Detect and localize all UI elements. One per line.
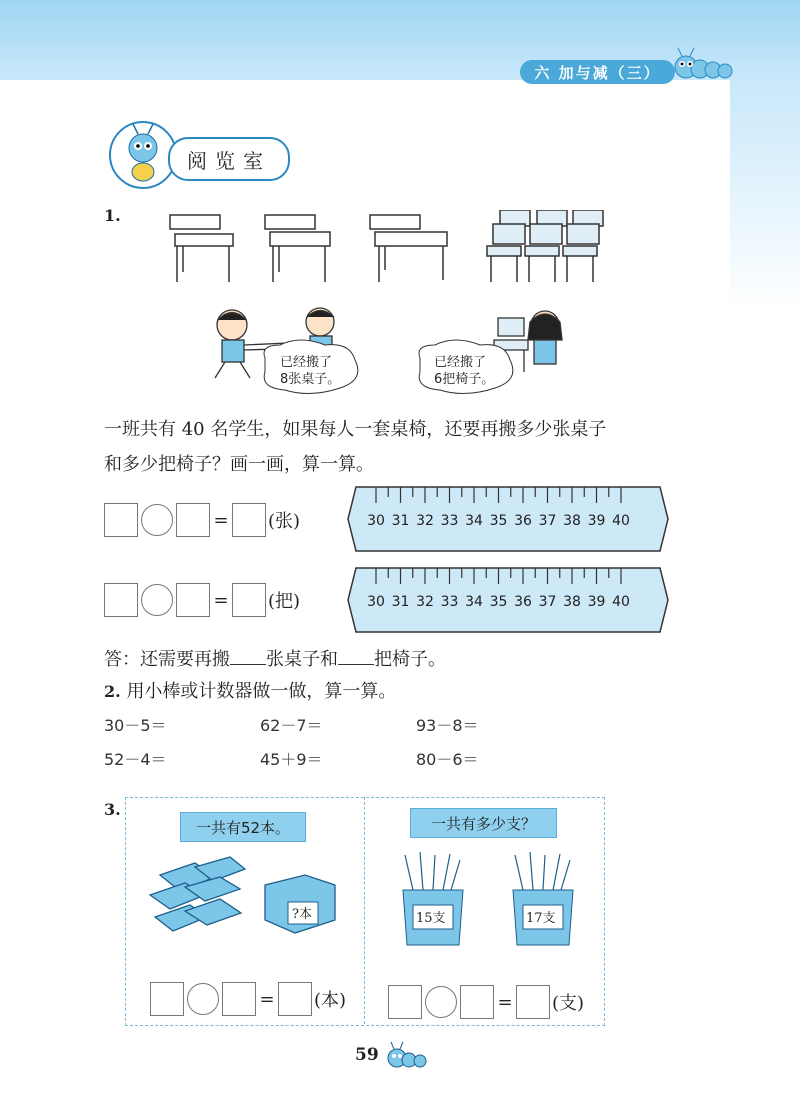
question-1-text-line2: 和多少把椅子？画一画，算一算。 — [104, 454, 374, 475]
ruler-label: 32 — [416, 513, 434, 529]
answer-box[interactable] — [104, 503, 138, 537]
operator-circle[interactable] — [425, 986, 457, 1018]
page-number: 59 — [355, 1045, 379, 1065]
ruler-label: 31 — [391, 513, 410, 529]
question-2-instruction: 用小棒或计数器做一做，算一算。 — [126, 681, 397, 702]
caterpillar-footer-icon — [385, 1040, 435, 1074]
ruler-label: 39 — [587, 594, 606, 610]
operator-circle[interactable] — [141, 584, 173, 616]
ruler-label: 30 — [367, 513, 385, 529]
furniture-illustration — [165, 210, 615, 290]
books-illustration — [145, 855, 360, 945]
equation-pens — [388, 985, 584, 1019]
question-number-1: 1. — [104, 206, 121, 225]
answer-box[interactable] — [278, 982, 312, 1016]
ruler-label: 38 — [563, 513, 581, 529]
unit-label: (张) — [268, 511, 301, 532]
ruler-label: 32 — [416, 594, 434, 610]
calc-item: 52－4＝ — [104, 750, 167, 769]
ruler-label: 37 — [538, 513, 557, 529]
ruler-label: 35 — [489, 594, 508, 610]
equals-sign: = — [259, 988, 275, 1010]
unit-label: (支) — [552, 993, 585, 1014]
answer-box[interactable] — [176, 583, 210, 617]
answer-box[interactable] — [232, 583, 266, 617]
ruler-label: 31 — [391, 594, 410, 610]
bubble-right-line2: 6把椅子。 — [434, 372, 495, 387]
ruler-label: 35 — [489, 513, 508, 529]
question-1-text-line1: 一班共有 40 名学生，如果每人一套桌椅，还要再搬多少张桌子 — [104, 419, 607, 440]
answer-box[interactable] — [222, 982, 256, 1016]
children-carrying-illustration — [200, 300, 580, 400]
answer-box[interactable] — [150, 982, 184, 1016]
bubble-left-line1: 已经搬了 — [280, 355, 333, 370]
right-tag: 一共有多少支？ — [410, 808, 557, 838]
cup-2-label: 17支 — [526, 911, 556, 926]
number-ruler — [346, 566, 670, 634]
bubble-right-line1: 已经搬了 — [434, 355, 487, 370]
question-number-2: 2. — [104, 682, 121, 701]
question-number-3: 3. — [104, 800, 121, 819]
cup-1-label: 15支 — [416, 911, 446, 926]
ruler-label: 34 — [465, 513, 483, 529]
question-3-divider — [364, 797, 365, 1024]
unknown-books-label: ?本 — [292, 907, 312, 922]
answer-suffix: 把椅子。 — [374, 649, 446, 670]
calc-item: 62－7＝ — [260, 716, 323, 735]
answer-box[interactable] — [516, 985, 550, 1019]
unit-label: (本) — [314, 990, 347, 1011]
ruler-label: 34 — [465, 594, 483, 610]
answer-box[interactable] — [104, 583, 138, 617]
pencil-cups-illustration — [395, 850, 585, 950]
ruler-label: 30 — [367, 594, 385, 610]
unit-label: (把) — [268, 591, 301, 612]
answer-blank[interactable] — [230, 648, 266, 665]
equals-sign: = — [213, 589, 229, 611]
equation-books — [150, 982, 346, 1016]
calc-item: 30－5＝ — [104, 716, 167, 735]
equation-desks — [104, 503, 300, 537]
chapter-title: 六 加与减（三） — [520, 60, 675, 84]
answer-box[interactable] — [460, 985, 494, 1019]
answer-blank[interactable] — [338, 648, 374, 665]
ruler-label: 33 — [440, 594, 459, 610]
operator-circle[interactable] — [187, 983, 219, 1015]
operator-circle[interactable] — [141, 504, 173, 536]
answer-box[interactable] — [232, 503, 266, 537]
answer-mid: 张桌子和 — [266, 649, 338, 670]
calc-item: 45＋9＝ — [260, 750, 323, 769]
answer-sentence — [104, 648, 446, 669]
side-band — [730, 80, 800, 310]
ruler-label: 39 — [587, 513, 606, 529]
answer-box[interactable] — [388, 985, 422, 1019]
ruler-label: 36 — [514, 594, 532, 610]
ruler-label: 36 — [514, 513, 532, 529]
ruler-label: 40 — [612, 513, 630, 529]
answer-prefix: 答：还需要再搬 — [104, 649, 230, 670]
calc-item: 80－6＝ — [416, 750, 479, 769]
ruler-label: 40 — [612, 594, 630, 610]
left-tag: 一共有52本。 — [180, 812, 306, 842]
calc-item: 93－8＝ — [416, 716, 479, 735]
section-title: 阅览室 — [168, 137, 290, 181]
ruler-label: 33 — [440, 513, 459, 529]
number-ruler — [346, 485, 670, 553]
answer-box[interactable] — [176, 503, 210, 537]
caterpillar-icon — [672, 45, 734, 83]
equals-sign: = — [497, 991, 513, 1013]
ruler-label: 37 — [538, 594, 557, 610]
equation-chairs — [104, 583, 300, 617]
bubble-left-line2: 8张桌子。 — [280, 372, 341, 387]
ruler-label: 38 — [563, 594, 581, 610]
question-2 — [104, 683, 396, 701]
equals-sign: = — [213, 509, 229, 531]
